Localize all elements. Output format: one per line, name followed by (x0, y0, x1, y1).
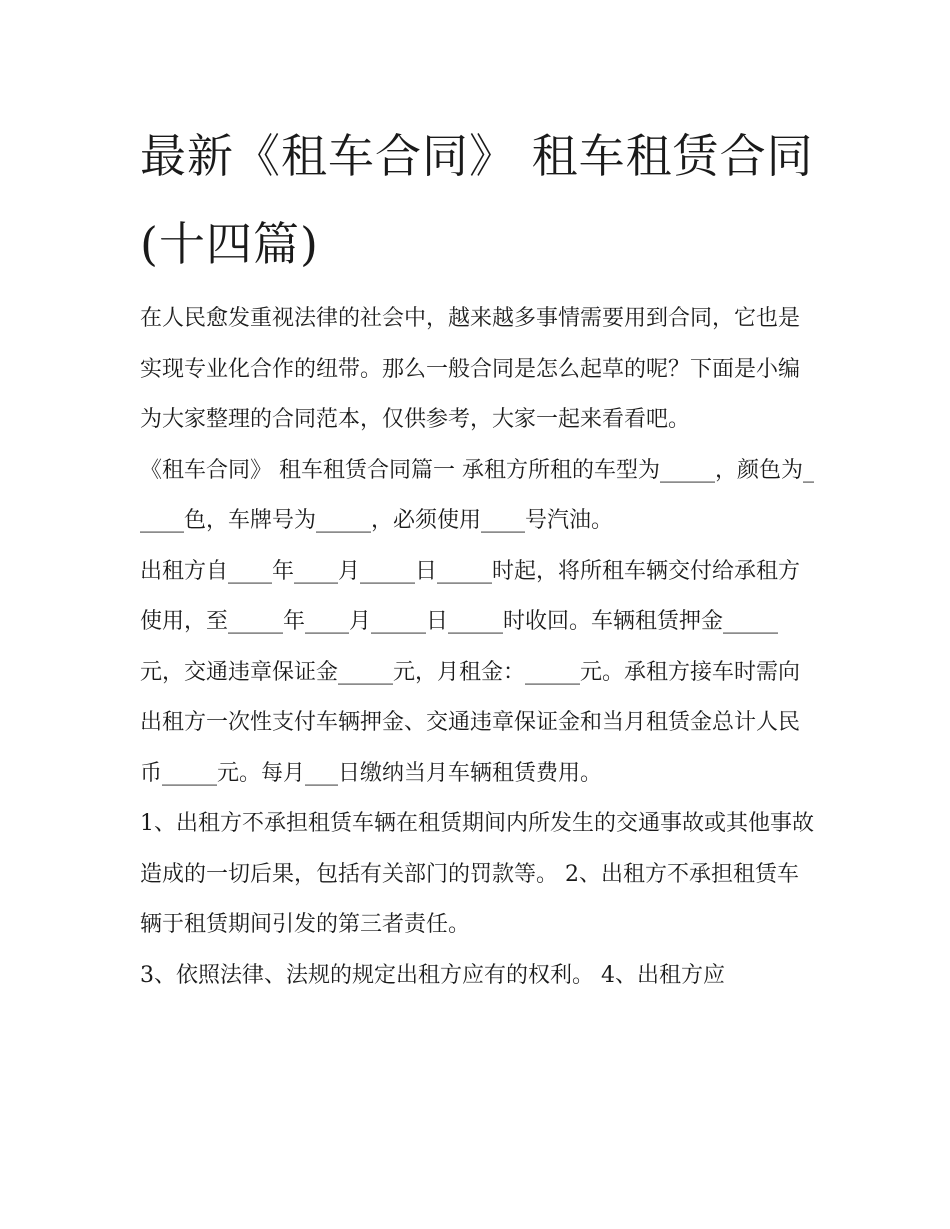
document-page (140, 112, 820, 1001)
paragraph-clause-1-2: 1、出租方不承担租赁车辆在租赁期间内所发生的交通事故或其他事故造成的一切后果，包括有关部门的罚款等。 2、出租方不承担租赁车辆于租赁期间引发的第三者责任。 (140, 811, 814, 937)
paragraph-rental-terms: 出租方自____年____月_____日_____时起，将所租车辆交付给承租方使用，至_____年____月_____日_____时收回。车辆租赁押金_____元，交通违章保证金_____元，月租金：_____元。承租方接车时需向出租方一次性支付车辆押金、交通违章保证金和当月租赁金总计人民币_____元。每月___日缴纳当月车辆租赁费用。 (140, 558, 801, 786)
document-title: 最新《租车合同》 租车租赁合同(十四篇) (140, 129, 814, 271)
paragraph-intro: 在人民愈发重视法律的社会中，越来越多事情需要用到合同，它也是实现专业化合作的纽带。那么一般合同是怎么起草的呢？下面是小编为大家整理的合同范本，仅供参考，大家一起来看看吧。 (140, 306, 801, 432)
paragraph-clause-3-4: 3、依照法律、法规的规定出租方应有的权利。 4、出租方应 (140, 962, 725, 988)
paragraph-vehicle-info: 《租车合同》 租车租赁合同篇一 承租方所租的车型为_____，颜色为_____色，车牌号为_____，必须使用____号汽油。 (140, 457, 814, 533)
